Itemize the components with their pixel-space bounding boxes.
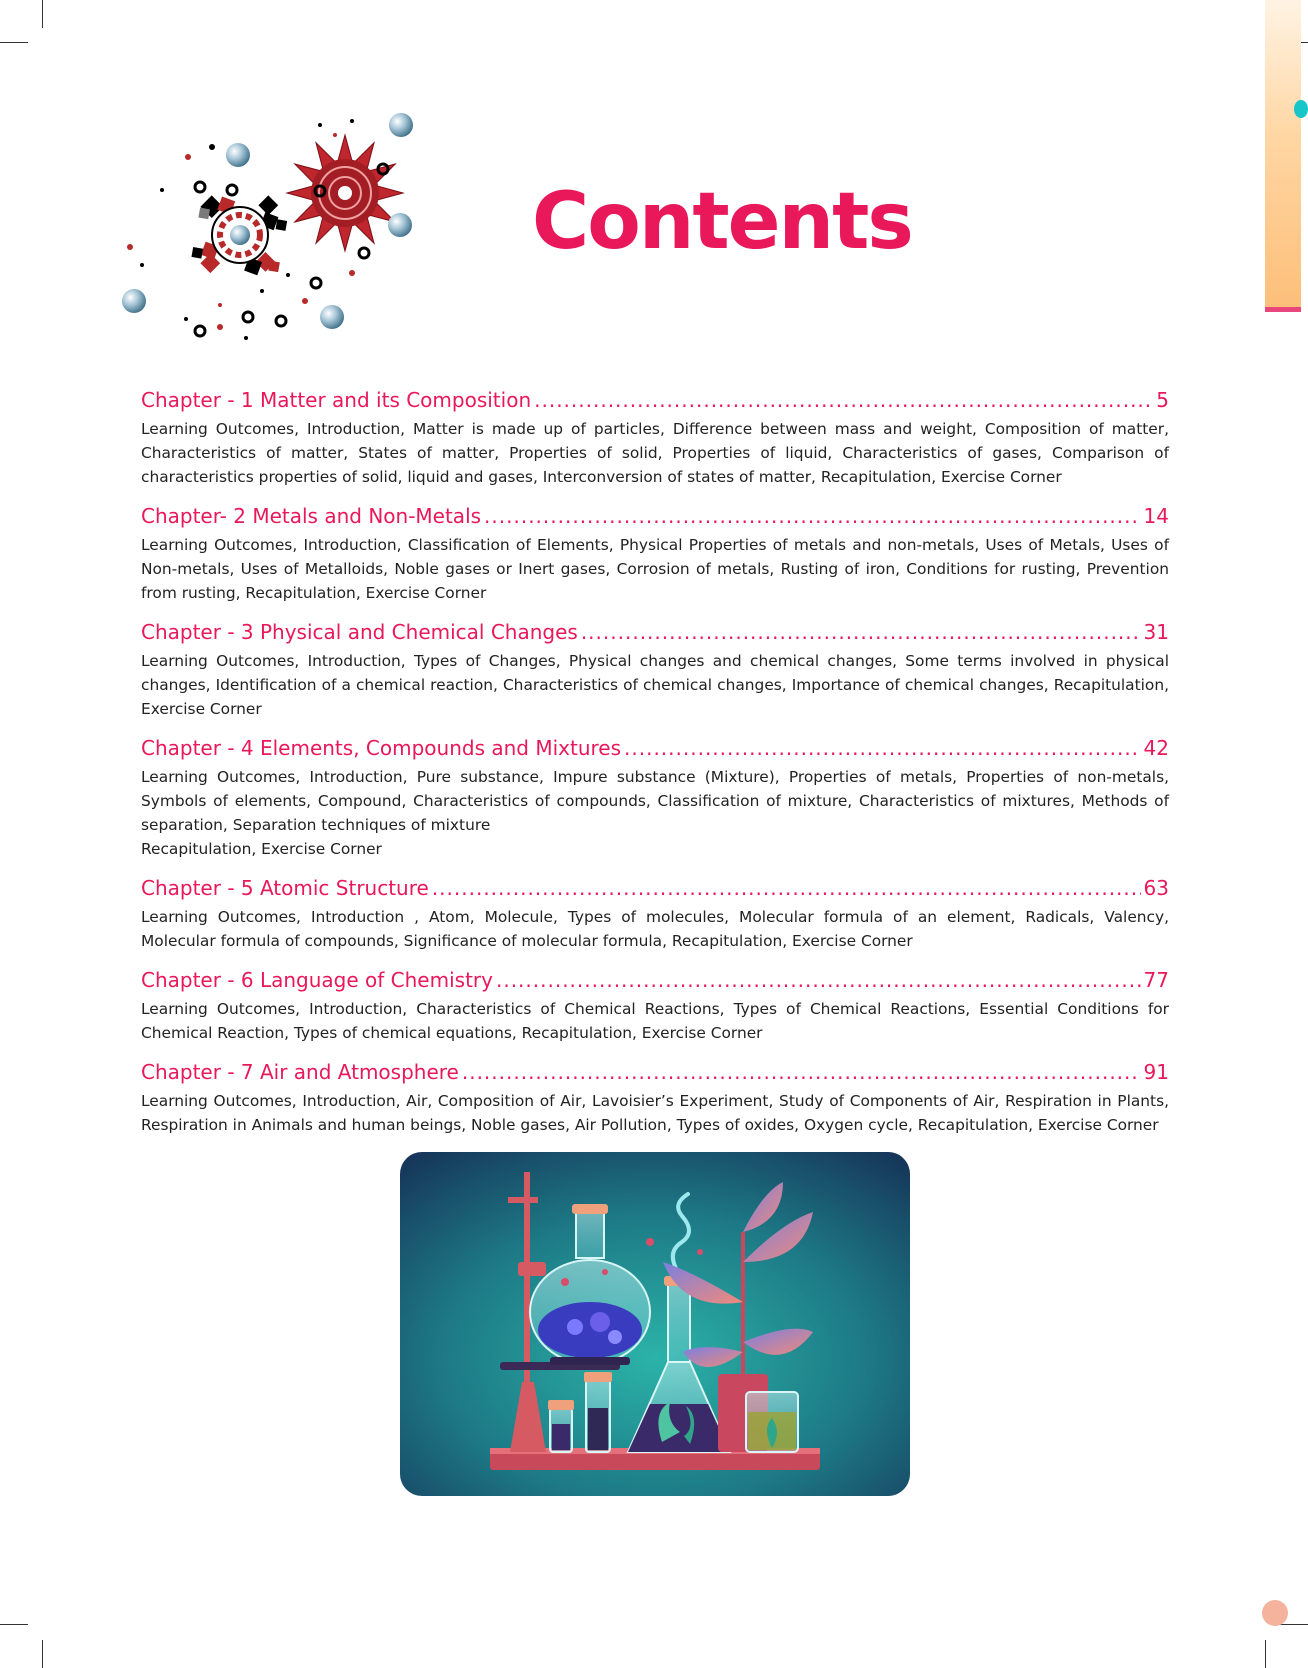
chapter-page-number: 63 (1143, 876, 1169, 900)
chapter-page-number: 91 (1143, 1060, 1169, 1084)
page-title: Contents (532, 177, 912, 267)
chapter-title: Chapter - 3 Physical and Chemical Changes (141, 620, 578, 644)
leader-dots (534, 385, 1153, 415)
chapter-page-number: 42 (1143, 736, 1169, 760)
chapter-description: Learning Outcomes, Introduction , Atom, Molecule, Types of molecules, Molecular formula of an element, Radicals, Valency, Molecular formula of compounds, Significance of molecular formula, Recapitulation, Exercise Corner (141, 908, 1169, 950)
chapter-description: Learning Outcomes, Introduction, Characteristics of Chemical Reactions, Types of Chemical Reactions, Essential Conditions for Chemical Reaction, Types of chemical equations, Recapitulation, Exercise Corner (141, 1000, 1169, 1042)
chemistry-lab-illustration (400, 1152, 910, 1496)
leader-dots (624, 733, 1141, 763)
chapter-description: Learning Outcomes, Introduction, Pure substance, Impure substance (Mixture), Properties of metals, Properties of non-metals, Symbols of elements, Compound, Characteristics of compounds, Classification of mixture, Characteristics of mixtures, Methods of separation, Separation techniques of mixture (141, 768, 1169, 834)
chapter-entry (141, 733, 1169, 861)
leader-dots (432, 873, 1141, 903)
leader-dots (462, 1057, 1141, 1087)
chapter-title: Chapter - 5 Atomic Structure (141, 876, 429, 900)
chapter-description: Learning Outcomes, Introduction, Types of Changes, Physical changes and chemical changes, Some terms involved in physical changes, Identification of a chemical reaction, Characteristics of chemical changes, Importance of chemical changes, Recapitulation, Exercise Corner (141, 652, 1169, 718)
leader-dots (496, 965, 1141, 995)
chapter-entry (141, 617, 1169, 721)
crop-mark (42, 1640, 43, 1668)
crop-mark (1265, 1640, 1266, 1668)
chapter-heading[interactable] (141, 873, 1169, 903)
chapter-page-number: 31 (1143, 620, 1169, 644)
chapter-title: Chapter - 6 Language of Chemistry (141, 968, 493, 992)
chapter-entry (141, 1057, 1169, 1137)
chapter-title: Chapter - 4 Elements, Compounds and Mixtures (141, 736, 622, 760)
leader-dots (484, 501, 1141, 531)
chapter-entry (141, 385, 1169, 489)
chapter-heading[interactable] (141, 617, 1169, 647)
chapter-heading[interactable] (141, 1057, 1169, 1087)
chapter-page-number: 77 (1143, 968, 1169, 992)
side-tab (1265, 0, 1301, 307)
chapter-heading[interactable] (141, 501, 1169, 531)
crop-mark (0, 42, 28, 43)
crop-mark (0, 1624, 28, 1625)
molecule-pattern-icon (120, 105, 450, 345)
chapter-entry (141, 873, 1169, 953)
chapter-title: Chapter- 2 Metals and Non-Metals (141, 504, 482, 528)
bottom-dot (1262, 1600, 1288, 1626)
table-of-contents (141, 385, 1169, 1149)
chapter-description-extra: Recapitulation, Exercise Corner (141, 840, 382, 858)
chapter-entry (141, 965, 1169, 1045)
chapter-title: Chapter - 7 Air and Atmosphere (141, 1060, 459, 1084)
side-tab-underline (1265, 307, 1301, 312)
chapter-heading[interactable] (141, 733, 1169, 763)
chapter-description: Learning Outcomes, Introduction, Air, Composition of Air, Lavoisier’s Experiment, Study of Components of Air, Respiration in Plants, Respiration in Animals and human beings, Noble gases, Air Pollution, Types of oxides, Oxygen cycle, Recapitulation, Exercise Corner (141, 1092, 1169, 1134)
chapter-page-number: 14 (1143, 504, 1169, 528)
chapter-description: Learning Outcomes, Introduction, Matter is made up of particles, Difference between mass and weight, Composition of matter, Characteristics of matter, States of matter, Properties of solid, Properties of liquid, Characteristics of gases, Comparison of characteristics properties of solid, liquid and gases, Interconversion of states of matter, Recapitulation, Exercise Corner (141, 420, 1169, 486)
chapter-page-number: 5 (1156, 388, 1169, 412)
chapter-entry (141, 501, 1169, 605)
crop-mark (1280, 1624, 1308, 1625)
crop-mark (42, 0, 43, 28)
chapter-heading[interactable] (141, 385, 1169, 415)
chapter-heading[interactable] (141, 965, 1169, 995)
chapter-title: Chapter - 1 Matter and its Composition (141, 388, 532, 412)
chapter-description: Learning Outcomes, Introduction, Classification of Elements, Physical Properties of metals and non-metals, Uses of Metals, Uses of Non-metals, Uses of Metalloids, Noble gases or Inert gases, Corrosion of metals, Rusting of iron, Conditions for rusting, Prevention from rusting, Recapitulation, Exercise Corner (141, 536, 1169, 602)
side-dot (1294, 100, 1308, 118)
leader-dots (581, 617, 1141, 647)
